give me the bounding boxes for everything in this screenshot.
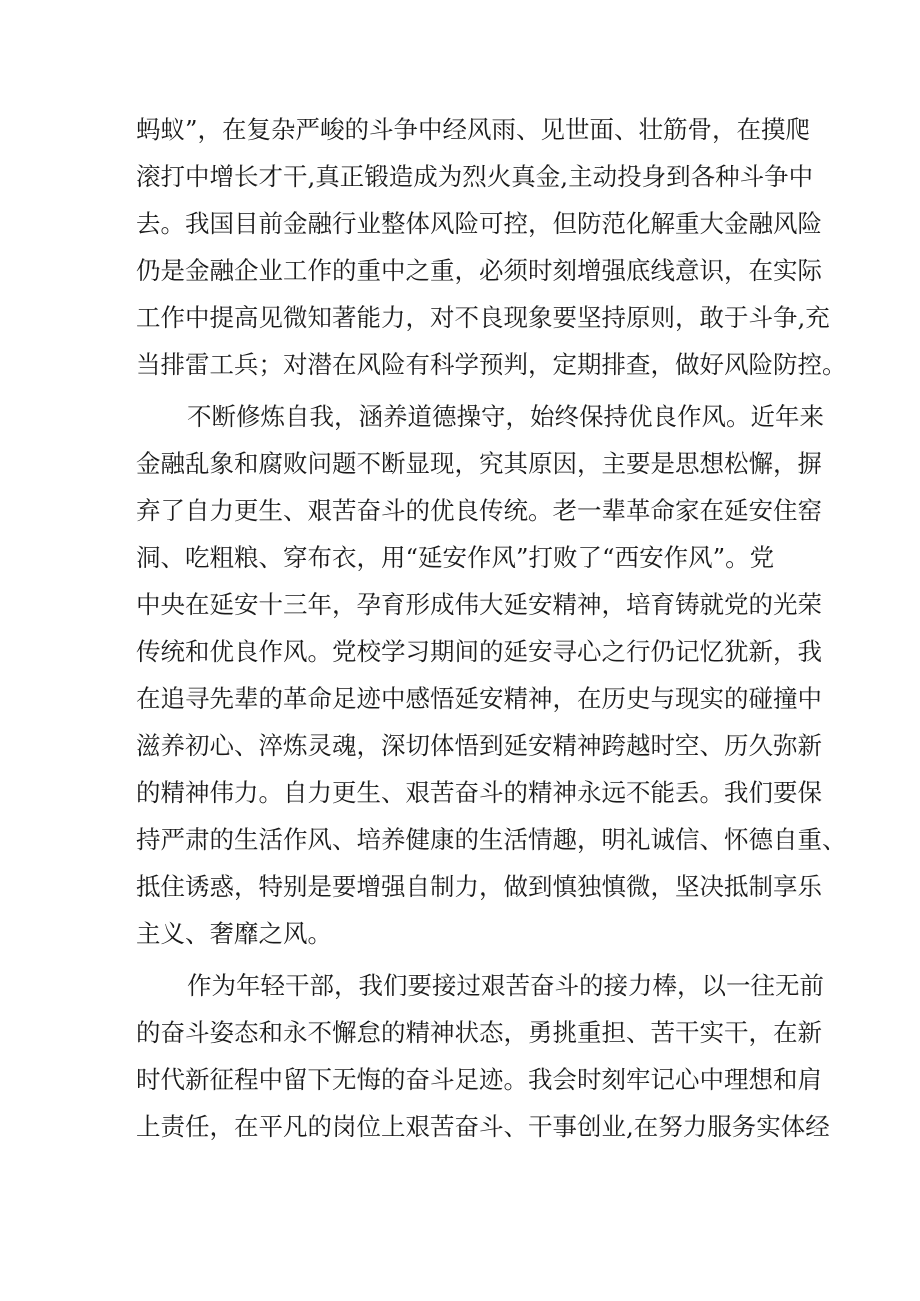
text-line: 在追寻先辈的革命足迹中感悟延安精神，在历史与现实的碰撞中 (136, 684, 822, 713)
paragraph-first-line: 作为年轻干部，我们要接过艰苦奋斗的接力棒，以一往无前 (187, 971, 824, 1000)
text-line: 滋养初心、淬炼灵魂，深切体悟到延安精神跨越时空、历久弥新 (136, 731, 822, 760)
text-line: 当排雷工兵；对潜在风险有科学预判，定期排查，做好风险防控。 (136, 350, 847, 379)
text-line: 金融乱象和腐败问题不断显现，究其原因，主要是思想松懈，摒 (136, 449, 822, 478)
text-line: 的精神伟力。自力更生、艰苦奋斗的精神永远不能丢。我们要保 (136, 778, 822, 807)
text-line: 滚打中增长才干,真正锻造成为烈火真金,主动投身到各种斗争中 (136, 162, 814, 191)
text-line: 中央在延安十三年，孕育形成伟大延安精神，培育铸就党的光荣 (136, 590, 822, 619)
text-line: 时代新征程中留下无悔的奋斗足迹。我会时刻牢记心中理想和肩 (136, 1065, 822, 1094)
text-line: 蚂蚁”，在复杂严峻的斗争中经风雨、见世面、壮筋骨，在摸爬 (136, 115, 811, 144)
paragraph-first-line: 不断修炼自我，涵养道德操守，始终保持优良作风。近年来 (187, 402, 824, 431)
text-line: 传统和优良作风。党校学习期间的延安寻心之行仍记忆犹新，我 (136, 637, 822, 666)
text-line: 持严肃的生活作风、培养健康的生活情趣，明礼诚信、怀德自重、 (136, 825, 847, 854)
text-line: 上责任，在平凡的岗位上艰苦奋斗、干事创业,在努力服务实体经 (136, 1112, 830, 1141)
text-line: 抵住诱惑，特别是要增强自制力，做到慎独慎微，坚决抵制享乐 (136, 872, 822, 901)
text-line: 弃了自力更生、艰苦奋斗的优良传统。老一辈革命家在延安住窑 (136, 496, 822, 525)
text-line: 工作中提高见微知著能力，对不良现象要坚持原则，敢于斗争,充 (136, 303, 830, 332)
text-line: 去。我国目前金融行业整体风险可控，但防范化解重大金融风险 (136, 209, 822, 238)
text-line: 洞、吃粗粮、穿布衣，用“延安作风”打败了“西安作风”。党 (136, 543, 775, 572)
text-line: 仍是金融企业工作的重中之重，必须时刻增强底线意识，在实际 (136, 256, 822, 285)
text-line: 主义、奢靡之风。 (136, 919, 332, 948)
text-line: 的奋斗姿态和永不懈怠的精神状态，勇挑重担、苦干实干，在新 (136, 1018, 822, 1047)
